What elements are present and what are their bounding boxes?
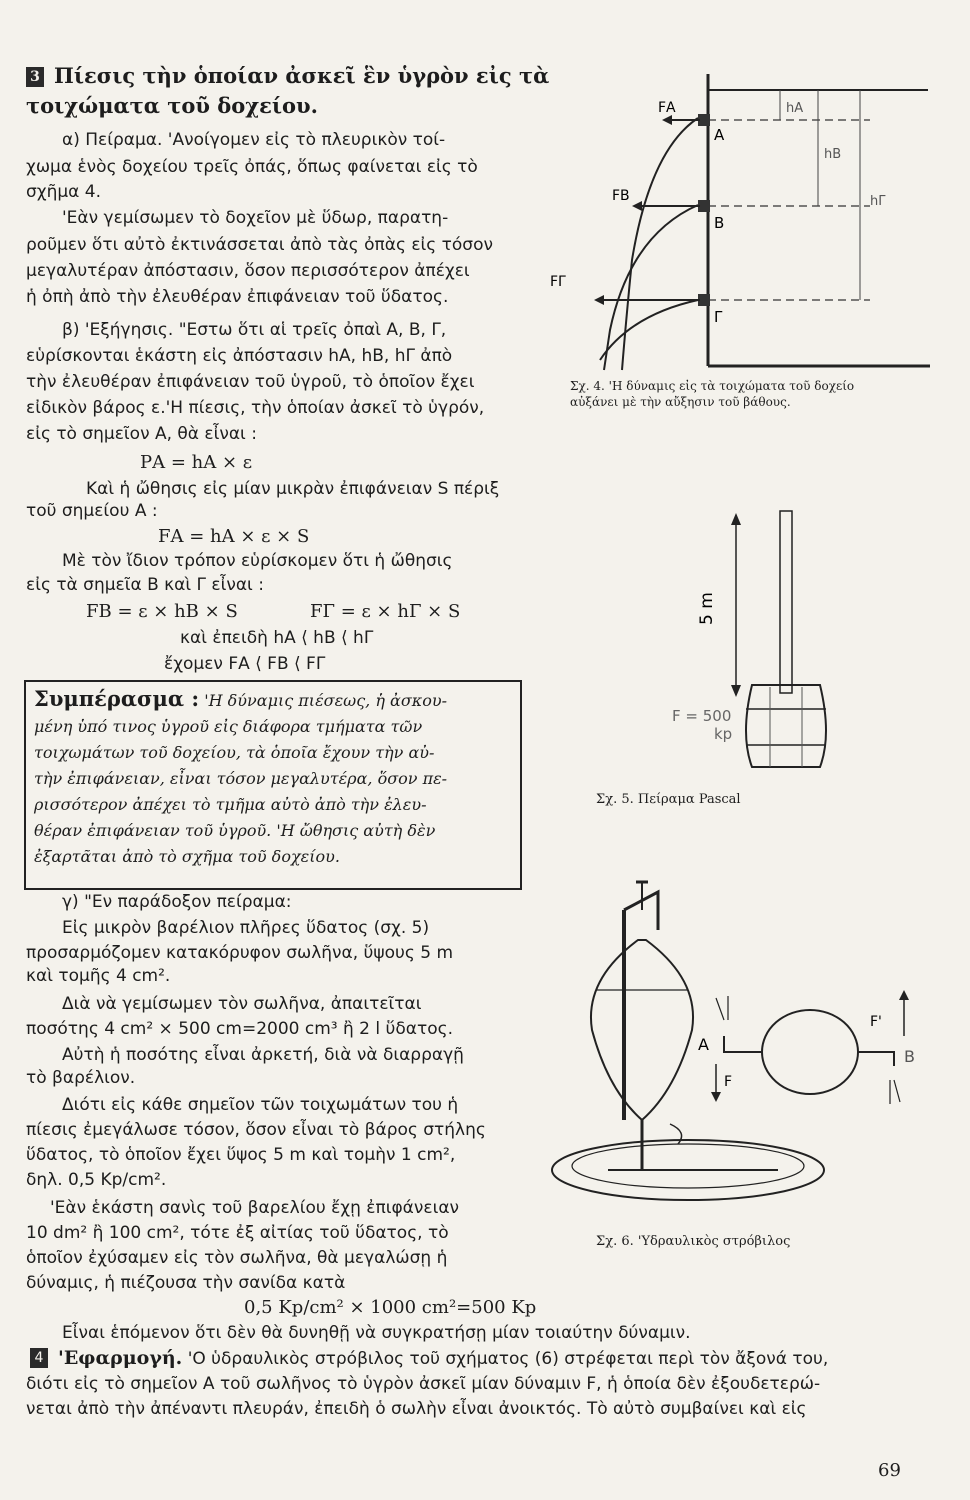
text-line: εἰς τὸ σημεῖον Α, θὰ εἶναι : [26, 424, 257, 444]
jet-a [622, 118, 698, 370]
figure-4-caption-line-1: Σχ. 4. 'Η δύναμις εἰς τὰ τοιχώματα τοῦ δοχείο [570, 379, 855, 393]
text-line: ὕδατος, τὸ ὁποῖον ἔχει ὕψος 5 m καὶ τομὴν 1 cm², [26, 1145, 456, 1165]
text-line: καὶ τομῆς 4 cm². [26, 966, 171, 986]
text-line: Μὲ τὸν ἴδιον τρόπον εὑρίσκομεν ὅτι ἡ ὤθησις [62, 551, 453, 571]
conclusion-line: τοιχωμάτων τοῦ δοχείου, τὰ ὁποῖα ἔχουν τὴν αὐ- [34, 743, 435, 762]
label-f-prime: F' [870, 1014, 882, 1030]
text-line: σχῆμα 4. [26, 182, 102, 202]
conclusion-line: 'Η δύναμις πιέσεως, ἡ ἀσκου- [204, 691, 447, 710]
conclusion-line: θέραν ἐπιφάνειαν τοῦ ὑγροῦ. 'Η ὤθησις αὐτὴ δὲν [34, 821, 436, 840]
figure-6-diagram [548, 870, 928, 1220]
formula-pressure-a: PΑ = hΑ × ε [140, 452, 253, 473]
vertical-tube [780, 511, 792, 693]
section-4-heading: 'Εφαρμογή. [58, 1347, 183, 1369]
page-number: 69 [878, 1460, 901, 1481]
text-line: ὁποῖον ἐχύσαμεν εἰς τὸν σωλῆνα, θὰ μεγαλώσῃ ἡ [26, 1248, 448, 1268]
section-3-badge: 3 [26, 67, 44, 87]
label-fa: FΑ [658, 100, 676, 116]
label-f: F [724, 1074, 733, 1090]
label-tube-height: 5 m [697, 592, 717, 625]
pear-vessel [591, 940, 693, 1120]
text-line: 10 dm² ἢ 100 cm², τότε ἐξ αἰτίας τοῦ ὕδατος, τὸ [26, 1223, 449, 1243]
text-line: β) 'Εξήγησις. "Εστω ὅτι αἱ τρεῖς ὀπαὶ Α, Β, Γ, [62, 320, 447, 340]
force-f-arrow-head [711, 1092, 721, 1102]
text-line: εὑρίσκονται ἑκάστη εἰς ἀπόστασιν hΑ, hΒ, hΓ ἀπὸ [26, 346, 453, 366]
force-fp-arrow-head [899, 990, 909, 1000]
text-line: Διότι εἰς κάθε σημεῖον τῶν τοιχωμάτων του ἡ [62, 1095, 459, 1115]
text-line: ποσότης 4 cm² × 500 cm=2000 cm³ ἢ 2 l ὕδατος. [26, 1019, 453, 1039]
figure-5-diagram [640, 505, 870, 780]
label-a: A [698, 1035, 709, 1054]
conclusion-line: ἐξαρτᾶται ἀπὸ τὸ σχῆμα τοῦ δοχείου. [34, 847, 340, 866]
figure-4-diagram [540, 60, 930, 380]
label-b: B [904, 1047, 915, 1066]
formula-thrust-a: FΑ = hΑ × ε × S [158, 526, 310, 547]
paradox-heading: γ) "Εν παράδοξον πείραμα: [62, 892, 292, 912]
jet-spray [716, 998, 724, 1020]
text-line: Εἶναι ἑπόμενον ὅτι δὲν θὰ δυνηθῇ νὰ συγκρατήσῃ μίαν τοιαύτην δύναμιν. [62, 1323, 691, 1343]
jet-b [604, 205, 698, 370]
label-force-unit: kp [714, 725, 733, 743]
label-b: Β [714, 214, 725, 232]
label-ha: hΑ [786, 101, 804, 116]
text-line: ἡ ὀπὴ ἀπὸ τὴν ἐλευθέραν ἐπιφάνειαν τοῦ ὕδατος. [26, 287, 449, 307]
formula-thrust-g: FΓ = ε × hΓ × S [310, 601, 461, 622]
label-force: F = 500 [672, 707, 732, 725]
section-4-first-line [30, 1346, 910, 1371]
text-line: 'Ο ὑδραυλικὸς στρόβιλος τοῦ σχήματος (6) στρέφεται περὶ τὸν ἄξονά του, [187, 1349, 829, 1369]
figure-4-caption-line-2: αὐξάνει μὲ τὴν αὔξησιν τοῦ βάθους. [570, 395, 791, 409]
text-line: χωμα ἑνὸς δοχείου τρεῖς ὀπάς, ὅπως φαίνεται εἰς τὸ [26, 157, 478, 177]
text-line: τὸ βαρέλιον. [26, 1068, 136, 1088]
text-line: μεγαλυτέραν ἀπόστασιν, ὅσον περισσότερον ἀπέχει [26, 261, 470, 281]
text-line: α) Πείραμα. 'Ανοίγομεν εἰς τὸ πλευρικὸν τοί- [62, 130, 446, 150]
conclusion-heading: Συμπέρασμα : [34, 686, 200, 711]
section-3-title [26, 63, 550, 88]
label-fg: FΓ [550, 274, 566, 290]
text-line: νεται ἀπὸ τὴν ἀπέναντι πλευράν, ἐπειδὴ ὁ σωλὴν εἶναι ἀνοικτός. Τὸ αὐτὸ συμβαίνει καὶ εἰς [26, 1399, 807, 1419]
text-line: εἰς τὰ σημεῖα Β καὶ Γ εἶναι : [26, 575, 264, 595]
text-line: Καὶ ἡ ὤθησις εἰς μίαν μικρὰν ἐπιφάνειαν S πέριξ [86, 479, 500, 499]
formula-height-order: καὶ ἐπειδὴ hΑ ⟨ hΒ ⟨ hΓ [180, 628, 374, 648]
figure-5-caption: Σχ. 5. Πείραμα Pascal [596, 792, 741, 807]
conclusion-line: ρισσότερον ἀπέχει τὸ τμῆμα αὐτὸ ἀπὸ τὴν ἐλευ- [34, 795, 427, 814]
barrel [746, 685, 826, 767]
jet-spray [894, 1080, 900, 1102]
turbine-sphere [762, 1010, 858, 1094]
section-4-badge: 4 [30, 1348, 48, 1368]
figure-6-caption: Σχ. 6. 'Υδραυλικὸς στρόβιλος [596, 1234, 791, 1249]
text-line: Αὐτὴ ἡ ποσότης εἶναι ἀρκετή, διὰ νὰ διαρραγῇ [62, 1045, 464, 1065]
conclusion-line: τὴν ἐπιφάνειαν, εἶναι τόσον μεγαλυτέρα, ὅσον πε- [34, 769, 448, 788]
text-line: εἰδικὸν βάρος ε.'Η πίεσις, τὴν ὁποίαν ἀσκεῖ τὸ ὑγρόν, [26, 398, 485, 418]
text-line: πίεσις ἐμεγάλωσε τόσον, ὅσον εἶναι τὸ βάρος στήλης [26, 1120, 486, 1140]
height-arrow-bottom [731, 685, 741, 697]
turbine-right-pipe [858, 1052, 894, 1066]
section-3-title-line-1: Πίεσις τὴν ὁποίαν ἀσκεῖ ἓν ὑγρὸν εἰς τὰ [54, 63, 550, 88]
text-line: προσαρμόζομεν κατακόρυφον σωλῆνα, ὕψους 5 m [26, 943, 454, 963]
arrow-fb-head [632, 201, 642, 211]
text-line: τὴν ἐλευθέραν ἐπιφάνειαν τοῦ ὑγροῦ, τὸ ὁποῖον ἔχει [26, 372, 475, 392]
conclusion-line: μένη ὑπό τινος ὑγροῦ εἰς διάφορα τμήματα τῶν [34, 717, 423, 736]
text-line: τοῦ σημείου Α : [26, 501, 158, 521]
conclusion-box [24, 680, 522, 890]
arrow-fg-head [594, 295, 604, 305]
base-tray-inner [572, 1144, 804, 1188]
text-line: δηλ. 0,5 Kp/cm². [26, 1170, 167, 1190]
label-hb: hΒ [824, 147, 842, 162]
formula-force-order: ἔχομεν FΑ ⟨ FΒ ⟨ FΓ [164, 654, 326, 674]
arrow-fa-head [662, 115, 672, 125]
text-line: δύναμις, ἡ πιέζουσα τὴν σανίδα κατὰ [26, 1273, 346, 1293]
text-line: 'Εὰν γεμίσωμεν τὸ δοχεῖον μὲ ὕδωρ, παρατη- [62, 208, 449, 228]
label-g: Γ [714, 308, 723, 326]
section-3-title-line-2: τοιχώματα τοῦ δοχείου. [26, 93, 318, 118]
turbine-left-pipe [724, 1036, 762, 1052]
height-arrow-top [731, 513, 741, 525]
label-fb: FΒ [612, 188, 630, 204]
text-line: διότι εἰς τὸ σημεῖον Α τοῦ σωλῆνος τὸ ὑγρὸν ἀσκεῖ μίαν δύναμιν F, ἡ ὁποία δὲν ἐξουδετερώ- [26, 1374, 821, 1394]
formula-board-force: 0,5 Kp/cm² × 1000 cm²=500 Kp [244, 1297, 537, 1318]
text-line: Διὰ νὰ γεμίσωμεν τὸν σωλῆνα, ἀπαιτεῖται [62, 994, 422, 1014]
label-a: Α [714, 126, 725, 144]
text-line: Εἰς μικρὸν βαρέλιον πλῆρες ὕδατος (σχ. 5) [62, 918, 430, 938]
text-line: 'Εὰν ἑκάστη σανὶς τοῦ βαρελίου ἔχῃ ἐπιφάνειαν [50, 1198, 460, 1218]
text-line: ροῦμεν ὅτι αὐτὸ ἐκτινάσσεται ἀπὸ τὰς ὀπὰς εἰς τόσον [26, 235, 493, 255]
label-hg: hΓ [870, 194, 886, 209]
formula-thrust-b: FΒ = ε × hΒ × S [86, 601, 238, 622]
